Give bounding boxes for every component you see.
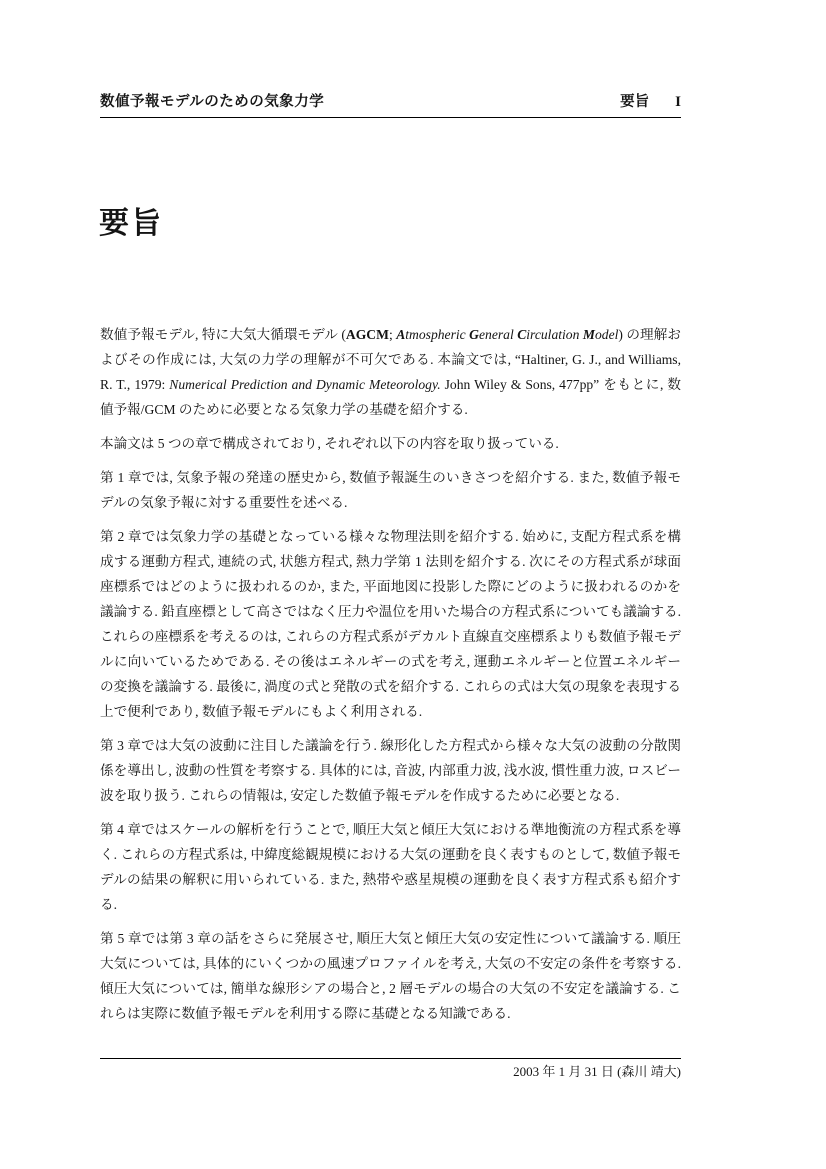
header-doc-title: 数値予報モデルのための気象力学: [100, 94, 325, 110]
abstract-paragraph-chapter-3: 第 3 章では大気の波動に注目した議論を行う. 線形化した方程式から様々な大気の波動の分散関係を導出し, 波動の性質を考察する. 具体的には, 音波, 内部重力波, 浅水波, 慣性重力波, ロスビー波を取り扱う. これらの情報は, 安定した数値予報モデルを作成するために必要となる.: [100, 738, 681, 803]
abstract-body: [100, 322, 681, 1035]
abstract-paragraph-intro: 数値予報モデル, 特に大気大循環モデル (AGCM; Atmospheric General Circulation Model) の理解およびその作成には, 大気の力学の理解が不可欠である. 本論文では, “Haltiner, G. J., and Williams, R. T., 1979: Numerical Prediction and Dynamic Meteorology. John Wiley & Sons, 477pp” をもとに, 数値予報/GCM のために必要となる気象力学の基礎を紹介する.: [100, 327, 681, 417]
page-header: [100, 90, 681, 118]
abstract-paragraph-chapter-1: 第 1 章では, 気象予報の発達の歴史から, 数値予報誕生のいきさつを紹介する. また, 数値予報モデルの気象予報に対する重要性を述べる.: [100, 470, 681, 510]
abstract-paragraph-overview: 本論文は 5 つの章で構成されており, それぞれ以下の内容を取り扱っている.: [100, 436, 559, 451]
page-footer: [100, 1058, 681, 1081]
footer-date: 2003 年 1 月 31 日 (森川 靖大): [513, 1064, 681, 1079]
header-right-group: [620, 90, 681, 111]
abstract-paragraph-chapter-2: 第 2 章では気象力学の基礎となっている様々な物理法則を紹介する. 始めに, 支配方程式系を構成する運動方程式, 連続の式, 状態方程式, 熱力学第 1 法則を紹介する. 次にその方程式系が球面座標系ではどのように扱われるのか, また, 平面地図に投影した際にどのように扱われるのかを議論する. 鉛直座標として高さではなく圧力や温位を用いた場合の方程式系についても議論する. これらの座標系を考えるのは, これらの方程式系がデカルト直線直交座標系よりも数値予報モデルに向いているためである. その後はエネルギーの式を考え, 運動エネルギーと位置エネルギーの変換を議論する. 最後に, 渦度の式と発散の式を紹介する. これらの式は大気の現象を表現する上で便利であり, 数値予報モデルにもよく利用される.: [100, 529, 681, 719]
page-title: 要旨: [99, 207, 163, 240]
abstract-paragraph-chapter-5: 第 5 章では第 3 章の話をさらに発展させ, 順圧大気と傾圧大気の安定性について議論する. 順圧大気については, 具体的にいくつかの風速プロファイルを考え, 大気の不安定の条件を考察する. 傾圧大気については, 簡単な線形シアの場合と, 2 層モデルの場合の大気の不安定を議論する. これらは実際に数値予報モデルを利用する際に基礎となる知識である.: [100, 931, 681, 1021]
abstract-paragraph-chapter-4: 第 4 章ではスケールの解析を行うことで, 順圧大気と傾圧大気における準地衡流の方程式系を導く. これらの方程式系は, 中緯度総観規模における大気の運動を良く表すものとして, 数値予報モデルの結果の解釈に用いられている. また, 熱帯や惑星規模の運動を良く表す方程式系も紹介する.: [100, 822, 681, 912]
header-section-label: 要旨: [620, 94, 650, 110]
header-page-number: I: [675, 94, 681, 110]
